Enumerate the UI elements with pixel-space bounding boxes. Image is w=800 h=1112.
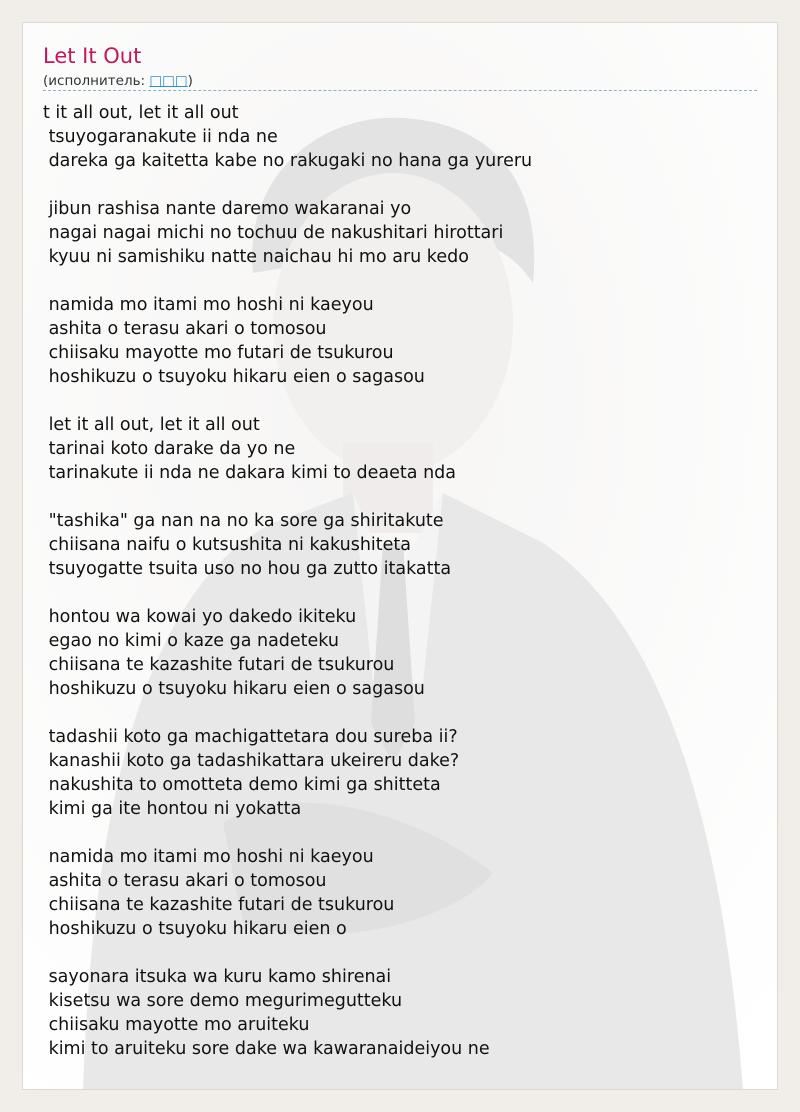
stanza [43, 197, 532, 269]
lyric-line: jibun rashisa nante daremo wakaranai yo [43, 199, 412, 219]
lyric-line: t it all out, let it all out [43, 103, 239, 123]
stanza [43, 413, 532, 485]
stanza [43, 845, 532, 941]
stanza [43, 293, 532, 389]
lyric-line: chiisana te kazashite futari de tsukurou [43, 655, 395, 675]
artist-suffix: ) [187, 73, 193, 89]
stanza [43, 965, 532, 1061]
lyric-line: chiisaku mayotte mo futari de tsukurou [43, 343, 394, 363]
lyrics-card [22, 22, 778, 1090]
song-title: Let It Out [43, 44, 142, 68]
lyric-line: hoshikuzu o tsuyoku hikaru eien o sagasou [43, 367, 425, 387]
header-divider [43, 90, 757, 91]
lyric-line: tarinakute ii nda ne dakara kimi to deaeta nda [43, 463, 456, 483]
lyric-line: let it all out, let it all out [43, 415, 260, 435]
lyrics-body [43, 101, 532, 1085]
lyric-line: chiisaku mayotte mo aruiteku [43, 1015, 310, 1035]
lyric-line: hoshikuzu o tsuyoku hikaru eien o sagasou [43, 679, 425, 699]
artist-prefix: (исполнитель: [43, 73, 150, 89]
stanza [43, 101, 532, 173]
lyric-line: nakushita to omotteta demo kimi ga shitteta [43, 775, 441, 795]
lyric-line: sayonara itsuka wa kuru kamo shirenai [43, 967, 392, 987]
stanza [43, 509, 532, 581]
lyric-line: egao no kimi o kaze ga nadeteku [43, 631, 339, 651]
lyrics-content [23, 23, 778, 1090]
lyric-line: ashita o terasu akari o tomosou [43, 871, 327, 891]
lyric-line: kisetsu wa sore demo megurimegutteku [43, 991, 403, 1011]
stanza [43, 605, 532, 701]
artist-line [43, 72, 193, 90]
lyric-line: chiisana naifu o kutsushita ni kakushiteta [43, 535, 411, 555]
stanza [43, 725, 532, 821]
lyric-line: chiisana te kazashite futari de tsukurou [43, 895, 395, 915]
lyric-line: kanashii koto ga tadashikattara ukeireru dake? [43, 751, 460, 771]
lyric-line: "tashika" ga nan na no ka sore ga shiritakute [43, 511, 444, 531]
lyric-line: namida mo itami mo hoshi ni kaeyou [43, 295, 374, 315]
lyric-line: tadashii koto ga machigattetara dou sureba ii? [43, 727, 458, 747]
artist-link[interactable]: □□□ [149, 73, 188, 89]
lyric-line: kimi ga ite hontou ni yokatta [43, 799, 302, 819]
lyric-line: nagai nagai michi no tochuu de nakushitari hirottari [43, 223, 504, 243]
lyric-line: dareka ga kaitetta kabe no rakugaki no hana ga yureru [43, 151, 533, 171]
lyric-line: kyuu ni samishiku natte naichau hi mo aru kedo [43, 247, 469, 267]
lyric-line: ashita o terasu akari o tomosou [43, 319, 327, 339]
lyric-line: tsuyogatte tsuita uso no hou ga zutto itakatta [43, 559, 452, 579]
lyric-line: tsuyogaranakute ii nda ne [43, 127, 278, 147]
lyric-line: hontou wa kowai yo dakedo ikiteku [43, 607, 357, 627]
lyric-line: namida mo itami mo hoshi ni kaeyou [43, 847, 374, 867]
lyric-line: kimi to aruiteku sore dake wa kawaranaideiyou ne [43, 1039, 490, 1059]
lyric-line: hoshikuzu o tsuyoku hikaru eien o [43, 919, 347, 939]
lyric-line: tarinai koto darake da yo ne [43, 439, 296, 459]
